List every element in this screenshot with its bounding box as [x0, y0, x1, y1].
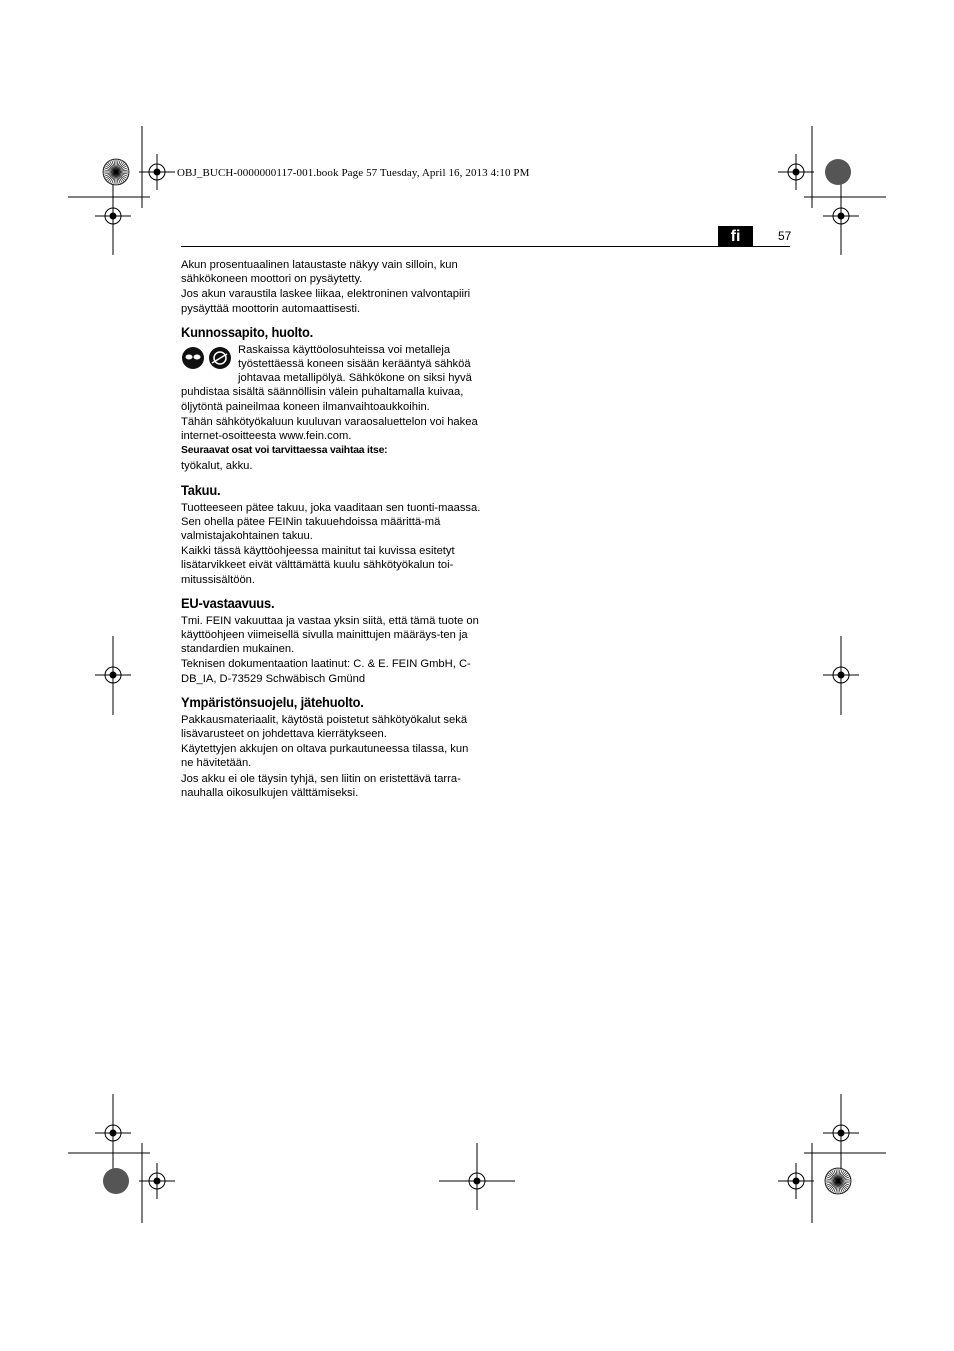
intro-paragraph-1: Akun prosentuaalinen lataustaste näkyy vain silloin, kun sähkökoneen moottori on pysäytetty.: [181, 259, 458, 286]
environment-paragraph-3: Jos akku ei ole täysin tyhjä, sen liitin on eristettävä tarra-nauhalla oikosulkujen välttämiseksi.: [181, 772, 461, 799]
printer-slug-line: OBJ_BUCH-0000000117-001.book Page 57 Tuesday, April 16, 2013 4:10 PM: [177, 167, 530, 179]
maintenance-bold-note: Seuraavat osat voi tarvittaessa vaihtaa itse:: [181, 445, 388, 457]
eu-paragraph-1: Tmi. FEIN vakuuttaa ja vastaa yksin siitä, että tämä tuote on käyttöohjeen viimeisellä sivulla mainittujen määräys-ten ja standardien mukainen.: [181, 614, 479, 656]
intro-paragraph-2: Jos akun varaustila laskee liikaa, elektroninen valvontapiiri pysäyttää moottorin automaattisesti.: [181, 288, 471, 315]
header-rule: [181, 246, 790, 247]
text-column: [181, 258, 481, 801]
environment-paragraph-1: Pakkausmateriaalit, käytöstä poistetut sähkötyökalut sekä lisävarusteet on johdettava kierrätykseen.: [181, 713, 468, 741]
maintenance-paragraph-1: Raskaissa käyttöolosuhteissa voi metalleja työstettäessä koneen sisään kerääntyä sähköä johtavaa metallipölyä. Sähkökone on siksi hyvä puhdistaa sisältä säännöllisin välein puhaltamalla kuivaa, öljytöntä paineilmaa koneen ilmanvaihtoaukkoihin.: [181, 343, 472, 413]
maintenance-heading: Kunnossapito, huolto.: [181, 323, 314, 340]
safety-goggles-icon: [181, 345, 235, 373]
warranty-paragraph-1: Tuotteeseen pätee takuu, joka vaaditaan sen tuonti-maassa. Sen ohella pätee FEINin takuuehdoissa määrittä-mä valmistajakohtainen takuu.: [181, 501, 481, 543]
eu-paragraph-2: Teknisen dokumentaation laatinut: C. & E. FEIN GmbH, C-DB_IA, D-73529 Schwäbisch Gmünd: [181, 658, 471, 685]
environment-heading: Ympäristönsuojelu, jätehuolto.: [181, 693, 364, 710]
warranty-heading: Takuu.: [181, 481, 221, 498]
eu-heading: EU-vastaavuus.: [181, 594, 275, 611]
page-number: 57: [778, 229, 792, 243]
maintenance-parts: työkalut, akku.: [181, 460, 253, 473]
maintenance-icons: [181, 345, 235, 373]
language-badge: fi: [718, 226, 753, 247]
maintenance-paragraph-2: Tähän sähkötyökaluun kuuluvan varaosaluettelon voi hakea internet-osoitteesta www.fein.com.: [181, 415, 478, 443]
environment-paragraph-2: Käytettyjen akkujen on oltava purkautuneessa tilassa, kun ne hävitetään.: [181, 743, 469, 770]
warranty-paragraph-2: Kaikki tässä käyttöohjeessa mainitut tai kuvissa esitetyt lisätarvikkeet eivät välttämättä kuulu sähkötyökalun toi-mitussisältöön.: [181, 545, 455, 586]
